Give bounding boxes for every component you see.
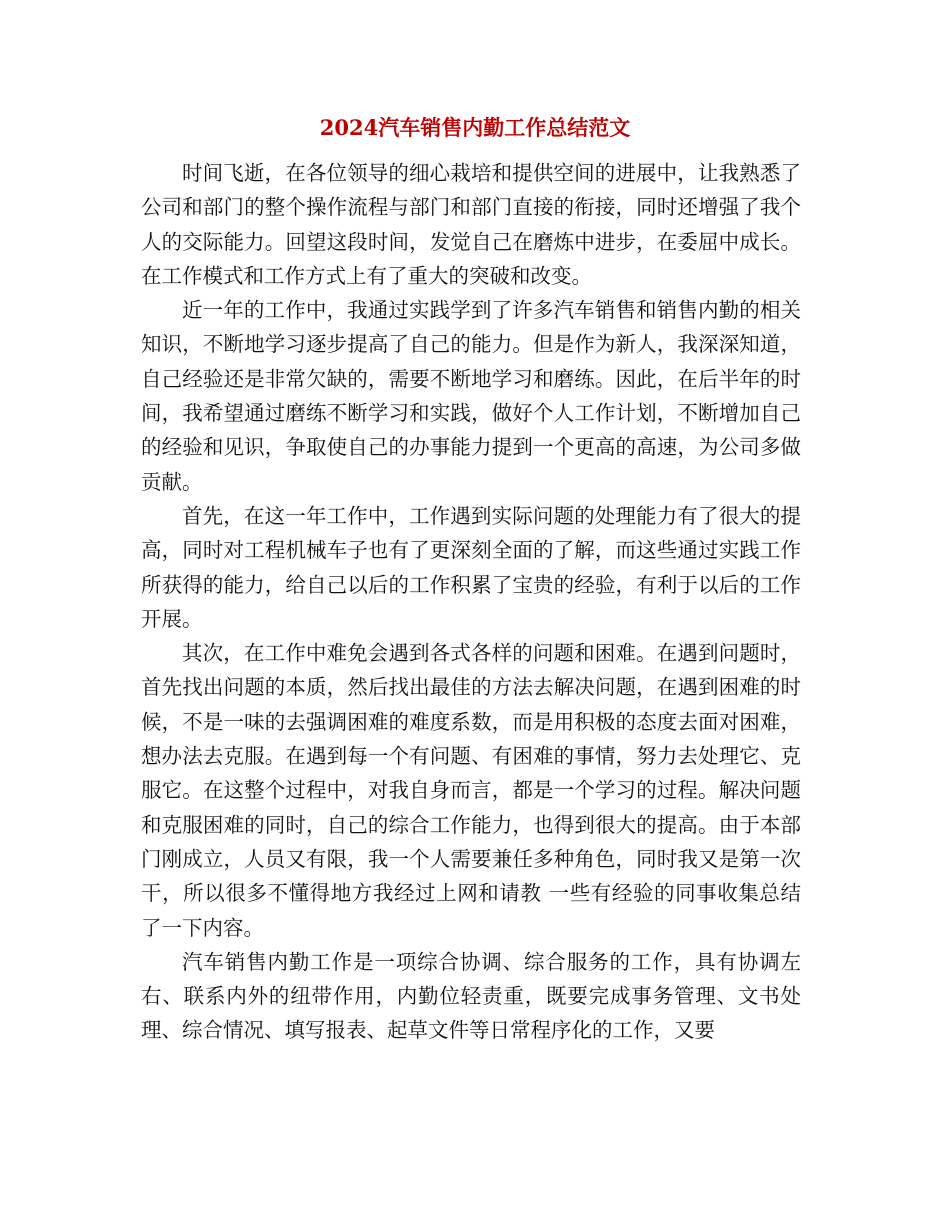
paragraph: 首先，在这一年工作中，工作遇到实际问题的处理能力有了很大的提高，同时对工程机械车子也有了更深刻全面的了解，而这些通过实践工作所获得的能力，给自己以后的工作积累了宝贵的经验，有利于以后的工作开展。 [141,503,801,631]
document-body [141,156,801,1048]
paragraph: 其次，在工作中难免会遇到各式各样的问题和困难。在遇到问题时，首先找出问题的本质，然后找出最佳的方法去解决问题，在遇到困难的时候，不是一味的去强调困难的难度系数，而是用积极的态度去面对困难，想办法去克服。在遇到每一个有问题、有困难的事情，努力去处理它、克服它。在这整个过程中，对我自身而言，都是一个学习的过程。解决问题和克服困难的同时，自己的综合工作能力，也得到很大的提高。由于本部门刚成立，人员又有限，我一个人需要兼任多种角色，同时我又是第一次干，所以很多不懂得地方我经过上网和请教 一些有经验的同事收集总结了一下内容。 [141,641,801,940]
paragraph: 近一年的工作中，我通过实践学到了许多汽车销售和销售内勤的相关知识，不断地学习逐步提高了自己的能力。但是作为新人，我深深知道，自己经验还是非常欠缺的，需要不断地学习和磨练。因此，在后半年的时间，我希望通过磨练不断学习和实践，做好个人工作计划，不断增加自己的经验和见识，争取使自己的办事能力提到一个更高的高速，为公司多做贡献。 [141,298,801,494]
document-title: 2024汽车销售内勤工作总结范文 [319,115,631,140]
paragraph: 时间飞逝，在各位领导的细心栽培和提供空间的进展中，让我熟悉了公司和部门的整个操作流程与部门和部门直接的衔接，同时还增强了我个人的交际能力。回望这段时间，发觉自己在磨炼中进步，在委屈中成长。在工作模式和工作方式上有了重大的突破和改变。 [141,161,801,288]
paragraph: 汽车销售内勤工作是一项综合协调、综合服务的工作，具有协调左右、联系内外的纽带作用，内勤位轻责重，既要完成事务管理、文书处理、综合情况、填写报表、起草文件等日常程序化的工作，又要 [141,949,801,1043]
